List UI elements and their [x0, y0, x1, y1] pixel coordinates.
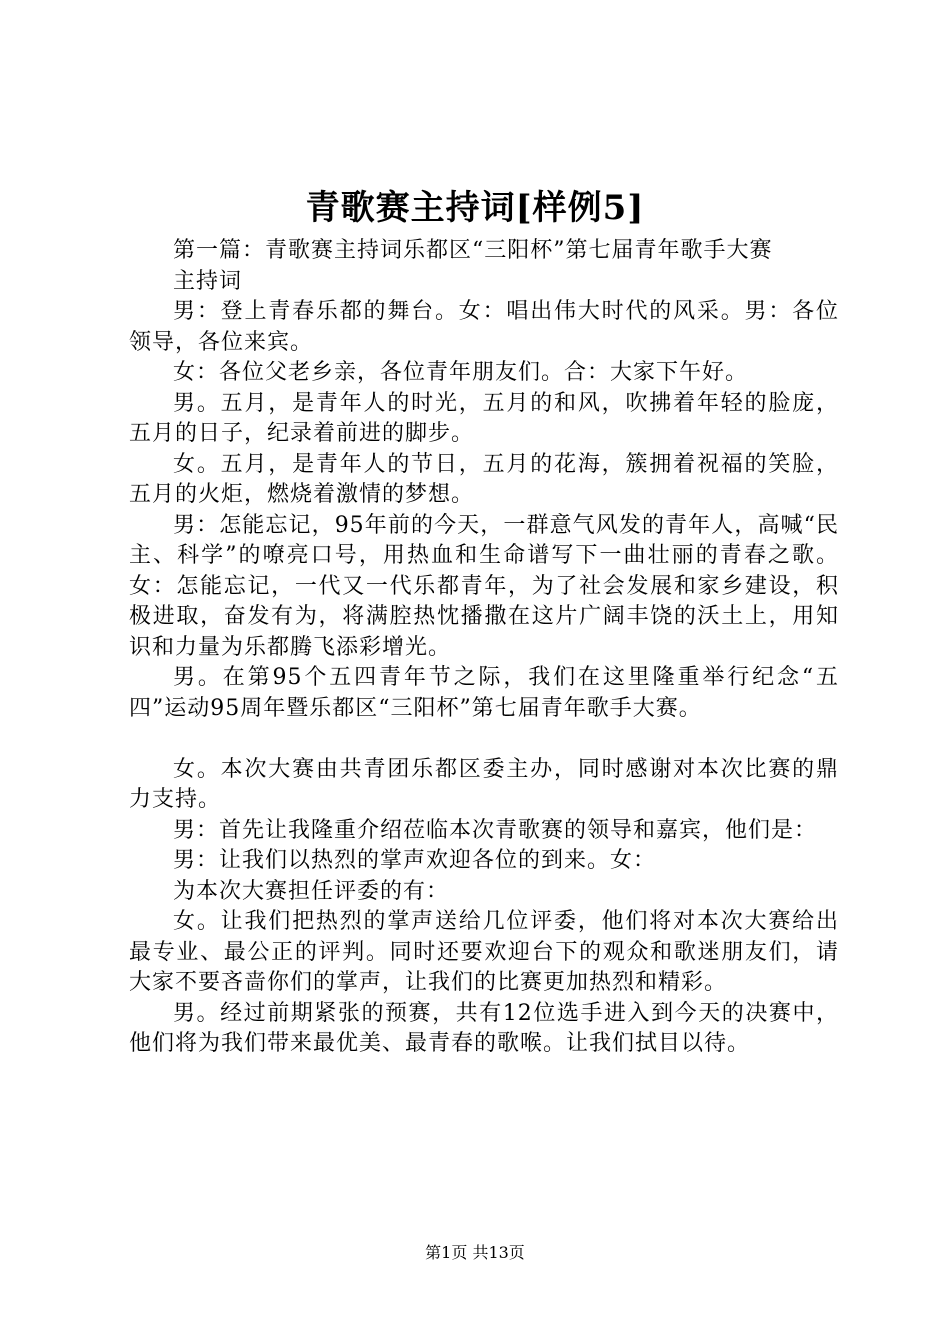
- paragraph: 男：让我们以热烈的掌声欢迎各位的到来。女：: [173, 848, 657, 873]
- paragraph: 为本次大赛担任评委的有：: [173, 878, 450, 904]
- paragraph: 男：首先让我隆重介绍莅临本次青歌赛的领导和嘉宾，他们是：: [173, 817, 818, 843]
- page-footer: 第1页 共13页: [425, 1243, 525, 1262]
- paragraph: 女。让我们把热烈的掌声送给几位评委，他们将对本次大赛给出最专业、最公正的评判。同时还要欢迎台下的观众和歌迷朋友们，请大家不要吝啬你们的掌声，让我们的比赛更加热烈和精彩。: [129, 909, 839, 995]
- paragraph: 女。本次大赛由共青团乐都区委主办，同时感谢对本次比赛的鼎力支持。: [129, 756, 839, 812]
- paragraph: 男。五月，是青年人的时光，五月的和风，吹拂着年轻的脸庞，五月的日子，纪录着前进的脚步。: [129, 390, 839, 446]
- page-title: 青歌赛主持词[样例5]: [305, 188, 645, 228]
- paragraph: 男：怎能忘记，95年前的今天，一群意气风发的青年人，高喊“民主、科学”的嘹亮口号，用热血和生命谱写下一曲壮丽的青春之歌。女：怎能忘记，一代又一代乐都青年，为了社会发展和家乡建设，积极进取，奋发有为，将满腔热忱播撒在这片广阔丰饶的沃土上，用知识和力量为乐都腾飞添彩增光。: [129, 512, 839, 660]
- document-body: [129, 236, 839, 1060]
- paragraph: 男：登上青春乐都的舞台。女：唱出伟大时代的风采。男：各位领导，各位来宾。: [129, 299, 839, 355]
- paragraph-spacer: [129, 724, 839, 755]
- paragraph: 男。经过前期紧张的预赛，共有12位选手进入到今天的决赛中，他们将为我们带来最优美、最青春的歌喉。让我们拭目以待。: [129, 1000, 839, 1056]
- paragraph: 第一篇：青歌赛主持词乐都区“三阳杯”第七届青年歌手大赛: [173, 238, 773, 263]
- paragraph: 女：各位父老乡亲，各位青年朋友们。合：大家下午好。: [173, 360, 749, 385]
- paragraph: 男。在第95个五四青年节之际，我们在这里隆重举行纪念“五四”运动95周年暨乐都区“三阳杯”第七届青年歌手大赛。: [129, 665, 839, 721]
- paragraph: 主持词: [173, 268, 243, 294]
- paragraph: 女。五月，是青年人的节日，五月的花海，簇拥着祝福的笑脸，五月的火炬，燃烧着激情的梦想。: [129, 451, 839, 507]
